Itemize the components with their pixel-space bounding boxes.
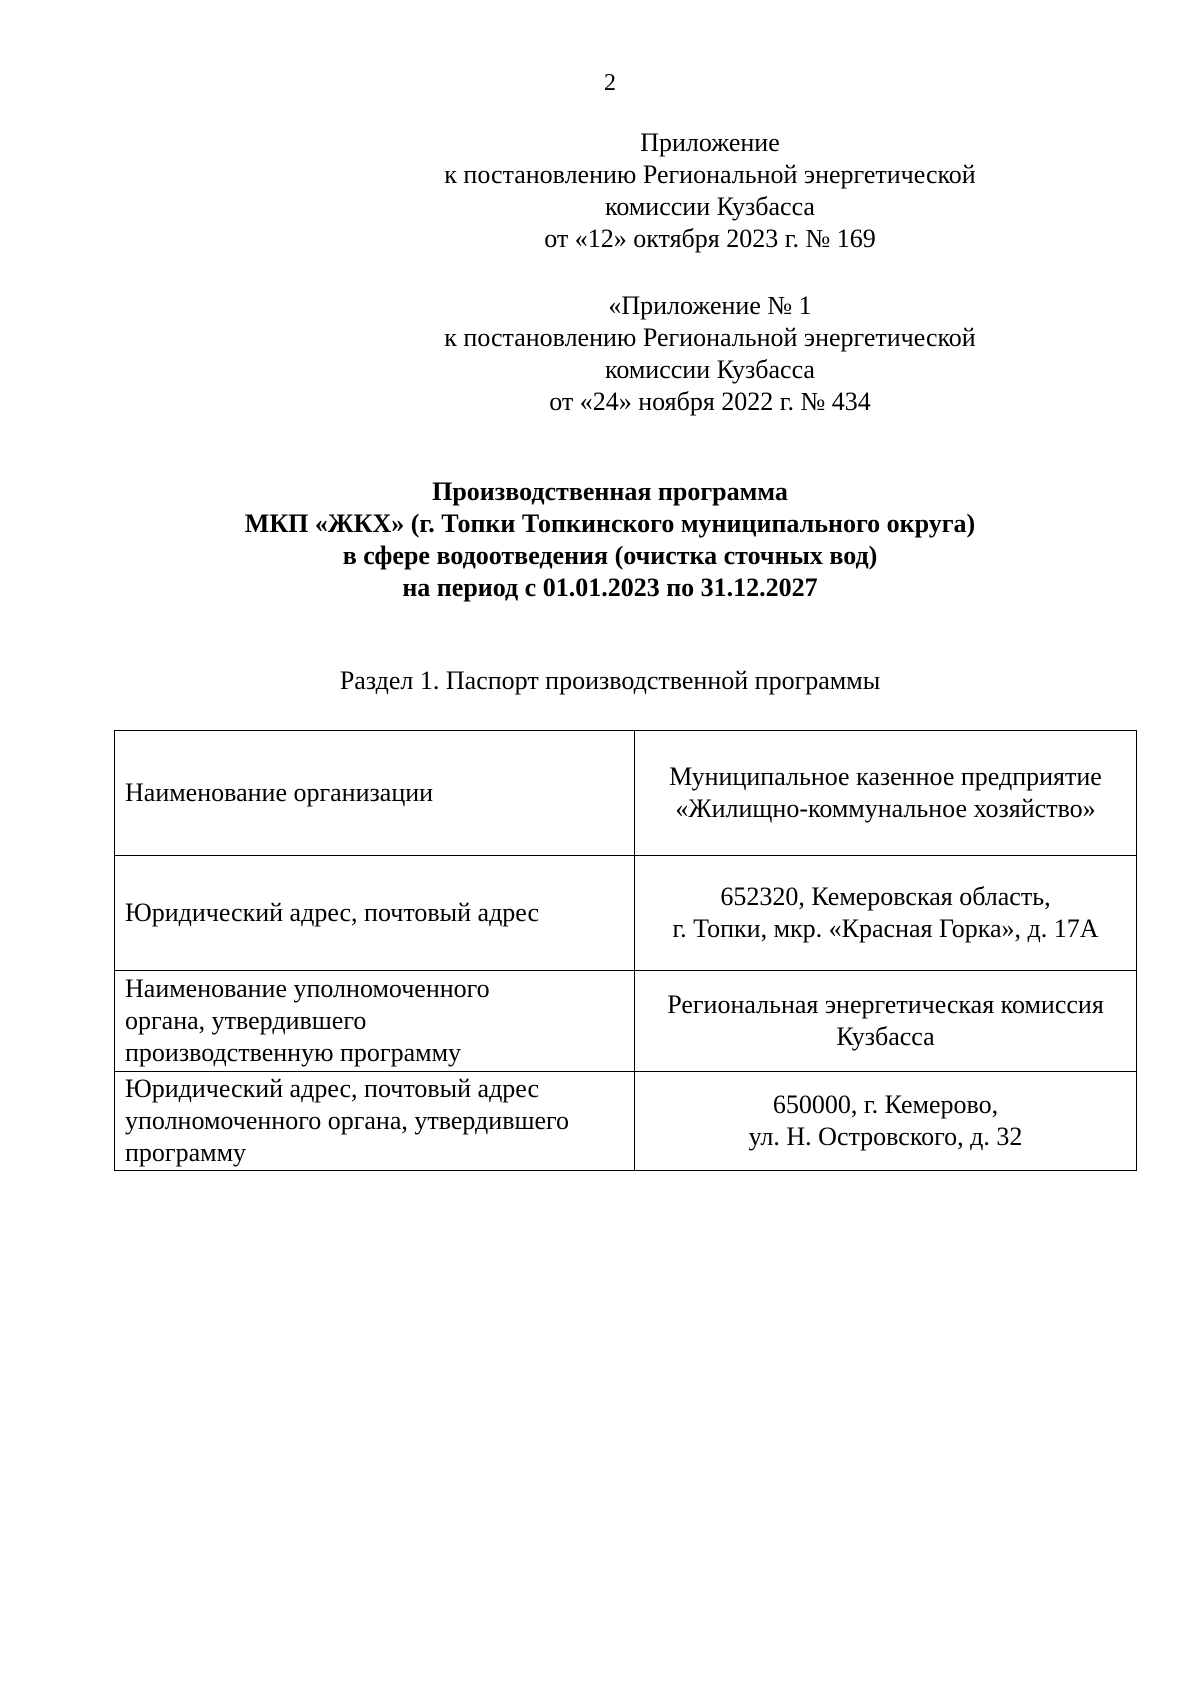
program-title-line: на период с 01.01.2023 по 31.12.2027 — [402, 573, 818, 602]
annex-current-line: Приложение — [640, 128, 780, 157]
table-row — [115, 971, 1137, 1072]
program-title-line: МКП «ЖКХ» (г. Топки Топкинского муниципального округа) — [244, 509, 976, 538]
legal-address-label: Юридический адрес, почтовый адрес — [115, 856, 635, 971]
annex-original-line: «Приложение № 1 — [608, 291, 812, 320]
annex-original-line: к постановлению Региональной энергетической — [444, 323, 976, 352]
annex-original-line: комиссии Кузбасса — [605, 355, 815, 384]
program-title — [0, 476, 1200, 604]
organization-name-value: Муниципальное казенное предприятие «Жилищно-коммунальное хозяйство» — [635, 731, 1137, 856]
annex-current-line: комиссии Кузбасса — [605, 192, 815, 221]
program-title-line: в сфере водоотведения (очистка сточных вод) — [342, 541, 878, 570]
table-row — [115, 856, 1137, 971]
annex-current-line: к постановлению Региональной энергетической — [444, 160, 976, 189]
table-row — [115, 731, 1137, 856]
authority-address-label: Юридический адрес, почтовый адрес уполномоченного органа, утвердившего программу — [115, 1072, 635, 1171]
authority-name-value: Региональная энергетическая комиссия Кузбасса — [635, 971, 1137, 1072]
page-number: 2 — [604, 70, 616, 96]
table-row — [115, 1072, 1137, 1171]
authority-address-value: 650000, г. Кемерово, ул. Н. Островского, д. 32 — [635, 1072, 1137, 1171]
authority-name-label: Наименование уполномоченного органа, утвердившего производственную программу — [115, 971, 635, 1072]
annex-current-line: от «12» октября 2023 г. № 169 — [544, 224, 876, 253]
legal-address-value: 652320, Кемеровская область, г. Топки, мкр. «Красная Горка», д. 17А — [635, 856, 1137, 971]
annex-original-block — [440, 290, 980, 418]
program-title-line: Производственная программа — [432, 477, 788, 506]
annex-current-block — [440, 127, 980, 255]
section-title: Раздел 1. Паспорт производственной программы — [339, 666, 881, 695]
annex-original-line: от «24» ноября 2022 г. № 434 — [549, 387, 871, 416]
passport-table — [114, 730, 1137, 1171]
organization-name-label: Наименование организации — [115, 731, 635, 856]
